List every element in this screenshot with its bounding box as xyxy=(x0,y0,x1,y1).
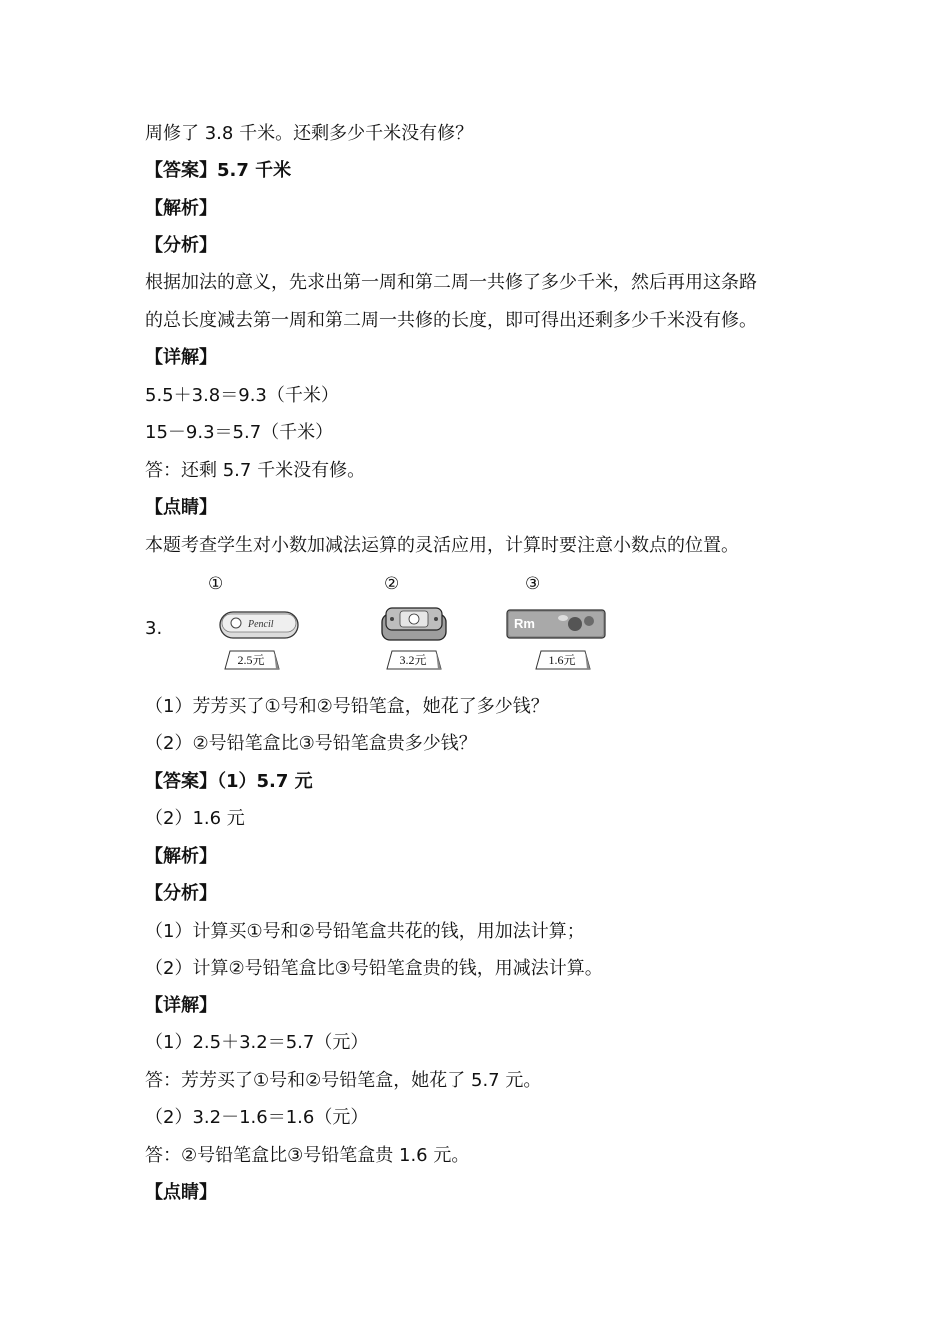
text-line: （2）计算②号铅笔盒比③号铅笔盒贵的钱，用减法计算。 xyxy=(145,958,603,979)
detail-heading: 【详解】 xyxy=(145,995,217,1016)
equation-line: 5.5＋3.8＝9.3（千米） xyxy=(145,385,339,406)
price-label: 3.2元 xyxy=(399,653,427,667)
fenxi-heading: 【分析】 xyxy=(145,235,217,256)
item-number: ① xyxy=(208,574,224,594)
equation-line: （2）3.2－1.6＝1.6（元） xyxy=(145,1107,369,1128)
dianjing-heading: 【点睛】 xyxy=(145,497,217,518)
answer-line: （2）1.6 元 xyxy=(145,808,245,829)
answer-heading: 【答案】5.7 千米 xyxy=(145,160,292,181)
pencil-box-item-1 xyxy=(210,574,310,674)
price-label: 1.6元 xyxy=(548,653,576,667)
subquestion-1: （1）芳芳买了①号和②号铅笔盒，她花了多少钱？ xyxy=(145,696,549,717)
item-number: ③ xyxy=(525,574,541,594)
equation-line: 15－9.3＝5.7（千米） xyxy=(145,422,334,443)
detail-heading: 【详解】 xyxy=(145,347,217,368)
text-line: 的总长度减去第一周和第二周一共修的长度，即可得出还剩多少千米没有修。 xyxy=(145,310,757,331)
price-tag xyxy=(224,650,278,670)
answer-heading: 【答案】（1）5.7 元 xyxy=(145,771,313,792)
price-label: 2.5元 xyxy=(237,653,265,667)
question-number: 3. xyxy=(145,618,163,639)
equation-line: （1）2.5＋3.2＝5.7（元） xyxy=(145,1032,369,1053)
box-brand-text: Rm xyxy=(514,616,535,631)
answer-line: 答：还剩 5.7 千米没有修。 xyxy=(145,460,366,481)
answer-line: 答：芳芳买了①号和②号铅笔盒，她花了 5.7 元。 xyxy=(145,1070,542,1091)
dianjing-heading: 【点睛】 xyxy=(145,1182,217,1203)
text-line: 本题考查学生对小数加减法运算的灵活应用，计算时要注意小数点的位置。 xyxy=(145,535,739,556)
pencil-box-icon xyxy=(380,604,450,644)
fenxi-heading: 【分析】 xyxy=(145,883,217,904)
pencil-box-icon xyxy=(505,608,609,642)
text-line: 根据加法的意义，先求出第一周和第二周一共修了多少千米，然后再用这条路 xyxy=(145,272,757,293)
item-number: ② xyxy=(384,574,400,594)
price-tag xyxy=(535,650,589,670)
pencil-box-item-3 xyxy=(505,574,615,674)
text-line: （1）计算买①号和②号铅笔盒共花的钱，用加法计算； xyxy=(145,921,585,942)
pencil-box-item-2 xyxy=(378,574,478,674)
analysis-heading: 【解析】 xyxy=(145,846,217,867)
price-tag xyxy=(386,650,440,670)
analysis-heading: 【解析】 xyxy=(145,198,217,219)
answer-line: 答：②号铅笔盒比③号铅笔盒贵 1.6 元。 xyxy=(145,1145,470,1166)
box-brand-text: Pencil xyxy=(248,619,274,630)
text-line: 周修了 3.8 千米。还剩多少千米没有修？ xyxy=(145,123,474,144)
subquestion-2: （2）②号铅笔盒比③号铅笔盒贵多少钱？ xyxy=(145,733,477,754)
pencil-box-icon xyxy=(218,608,302,642)
